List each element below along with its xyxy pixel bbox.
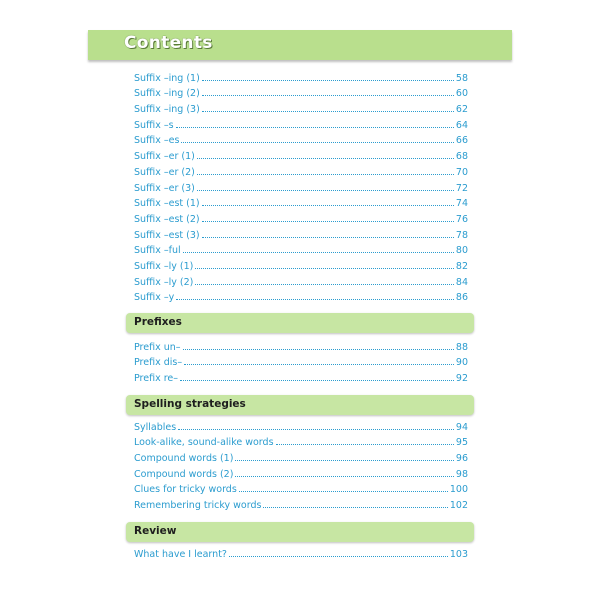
toc-entry-page: 95 bbox=[455, 437, 468, 449]
toc-entry[interactable] bbox=[134, 131, 468, 147]
toc-entry-label: Suffix –y bbox=[134, 292, 175, 304]
toc-entry-page: 100 bbox=[449, 484, 468, 496]
toc-entry-label: Compound words (1) bbox=[134, 453, 234, 465]
dot-leader bbox=[178, 428, 454, 430]
toc-entry[interactable] bbox=[134, 225, 468, 241]
toc-entry-label: Look-alike, sound-alike words bbox=[134, 437, 274, 449]
toc-entry-page: 64 bbox=[455, 119, 468, 131]
dot-leader bbox=[235, 459, 453, 461]
toc-entry[interactable] bbox=[134, 256, 468, 272]
toc-entry-page: 80 bbox=[455, 245, 468, 257]
toc-entry-page: 86 bbox=[455, 292, 468, 304]
toc-entry-label: Prefix un– bbox=[134, 341, 181, 353]
toc-entry[interactable] bbox=[134, 495, 468, 511]
section-title: Review bbox=[134, 525, 177, 537]
toc-entry[interactable] bbox=[134, 368, 468, 384]
dot-leader bbox=[202, 204, 454, 206]
dot-leader bbox=[183, 348, 454, 350]
dot-leader bbox=[195, 267, 454, 269]
toc-entry-label: Prefix dis– bbox=[134, 357, 183, 369]
toc-entry[interactable] bbox=[134, 464, 468, 480]
toc-entry-label: Suffix –ing (2) bbox=[134, 88, 200, 100]
toc-entry-label: Suffix –er (2) bbox=[134, 166, 195, 178]
toc-entry-page: 98 bbox=[455, 468, 468, 480]
toc-entry-label: What have I learnt? bbox=[134, 548, 227, 560]
dot-leader bbox=[202, 110, 454, 112]
toc-entry[interactable] bbox=[134, 194, 468, 210]
dot-leader bbox=[176, 126, 454, 128]
toc-entry-page: 90 bbox=[455, 357, 468, 369]
toc-entry-page: 72 bbox=[455, 182, 468, 194]
toc-entry-label: Suffix –er (1) bbox=[134, 151, 195, 163]
toc-entry[interactable] bbox=[134, 146, 468, 162]
toc-entry-page: 76 bbox=[455, 213, 468, 225]
dot-leader bbox=[202, 94, 454, 96]
toc-entry-label: Suffix –er (3) bbox=[134, 182, 195, 194]
toc-entry[interactable] bbox=[134, 433, 468, 449]
dot-leader bbox=[197, 173, 454, 175]
toc-entry-page: 66 bbox=[455, 135, 468, 147]
section-header-spelling-strategies bbox=[126, 395, 474, 415]
toc-entry[interactable] bbox=[134, 209, 468, 225]
toc-entry-label: Compound words (2) bbox=[134, 468, 234, 480]
toc-entry-label: Suffix –s bbox=[134, 119, 174, 131]
section-title: Spelling strategies bbox=[134, 398, 246, 410]
toc-entry[interactable] bbox=[134, 241, 468, 257]
toc-entry-page: 60 bbox=[455, 88, 468, 100]
toc-entry-page: 68 bbox=[455, 151, 468, 163]
dot-leader bbox=[197, 157, 454, 159]
dot-leader bbox=[180, 379, 454, 381]
toc-entry-label: Prefix re– bbox=[134, 373, 179, 385]
toc-entry-label: Clues for tricky words bbox=[134, 484, 237, 496]
suffix-list bbox=[134, 68, 468, 303]
toc-entry-label: Suffix –ly (1) bbox=[134, 260, 194, 272]
toc-entry-page: 96 bbox=[455, 453, 468, 465]
section-header-review bbox=[126, 522, 474, 542]
toc-entry[interactable] bbox=[134, 337, 468, 353]
toc-entry[interactable] bbox=[134, 99, 468, 115]
toc-entry-label: Suffix –est (1) bbox=[134, 198, 200, 210]
toc-entry-label: Suffix –ing (3) bbox=[134, 104, 200, 116]
dot-leader bbox=[239, 490, 448, 492]
toc-entry[interactable] bbox=[134, 353, 468, 369]
dot-leader bbox=[195, 283, 454, 285]
prefixes-list bbox=[134, 337, 468, 384]
toc-entry[interactable] bbox=[134, 480, 468, 496]
toc-entry-label: Suffix –est (3) bbox=[134, 229, 200, 241]
dot-leader bbox=[197, 189, 454, 191]
dot-leader bbox=[184, 363, 454, 365]
dot-leader bbox=[176, 298, 454, 300]
toc-entry-page: 82 bbox=[455, 260, 468, 272]
toc-entry-page: 88 bbox=[455, 341, 468, 353]
toc-entry[interactable] bbox=[134, 178, 468, 194]
toc-entry[interactable] bbox=[134, 544, 468, 560]
toc-entry[interactable] bbox=[134, 272, 468, 288]
toc-entry-page: 78 bbox=[455, 229, 468, 241]
toc-entry-page: 84 bbox=[455, 276, 468, 288]
toc-entry-label: Suffix –es bbox=[134, 135, 180, 147]
toc-entry-label: Suffix –ing (1) bbox=[134, 72, 200, 84]
toc-entry[interactable] bbox=[134, 417, 468, 433]
review-list bbox=[134, 544, 468, 560]
page-title: Contents bbox=[124, 33, 213, 53]
contents-page bbox=[88, 30, 512, 580]
toc-entry-label: Remembering tricky words bbox=[134, 500, 262, 512]
toc-entry-label: Suffix –ful bbox=[134, 245, 181, 257]
toc-entry-page: 92 bbox=[455, 373, 468, 385]
dot-leader bbox=[181, 141, 453, 143]
spelling-strategies-list bbox=[134, 417, 468, 511]
section-title: Prefixes bbox=[134, 316, 182, 328]
toc-entry-page: 70 bbox=[455, 166, 468, 178]
toc-entry[interactable] bbox=[134, 115, 468, 131]
dot-leader bbox=[235, 475, 453, 477]
dot-leader bbox=[183, 251, 454, 253]
toc-entry-page: 62 bbox=[455, 104, 468, 116]
toc-entry-page: 103 bbox=[449, 548, 468, 560]
toc-entry-label: Suffix –est (2) bbox=[134, 213, 200, 225]
section-header-prefixes bbox=[126, 313, 474, 333]
dot-leader bbox=[263, 506, 447, 508]
dot-leader bbox=[202, 220, 454, 222]
toc-entry-label: Suffix –ly (2) bbox=[134, 276, 194, 288]
toc-entry-page: 94 bbox=[455, 421, 468, 433]
dot-leader bbox=[202, 79, 454, 81]
toc-entry-label: Syllables bbox=[134, 421, 177, 433]
toc-entry-page: 102 bbox=[449, 500, 468, 512]
toc-entry[interactable] bbox=[134, 162, 468, 178]
toc-entry[interactable] bbox=[134, 84, 468, 100]
toc-entry[interactable] bbox=[134, 288, 468, 304]
contents-title-bar bbox=[88, 30, 512, 60]
dot-leader bbox=[276, 443, 454, 445]
toc-entry[interactable] bbox=[134, 68, 468, 84]
toc-entry-page: 58 bbox=[455, 72, 468, 84]
toc-entry-page: 74 bbox=[455, 198, 468, 210]
toc-entry[interactable] bbox=[134, 448, 468, 464]
dot-leader bbox=[202, 236, 454, 238]
dot-leader bbox=[229, 555, 448, 557]
